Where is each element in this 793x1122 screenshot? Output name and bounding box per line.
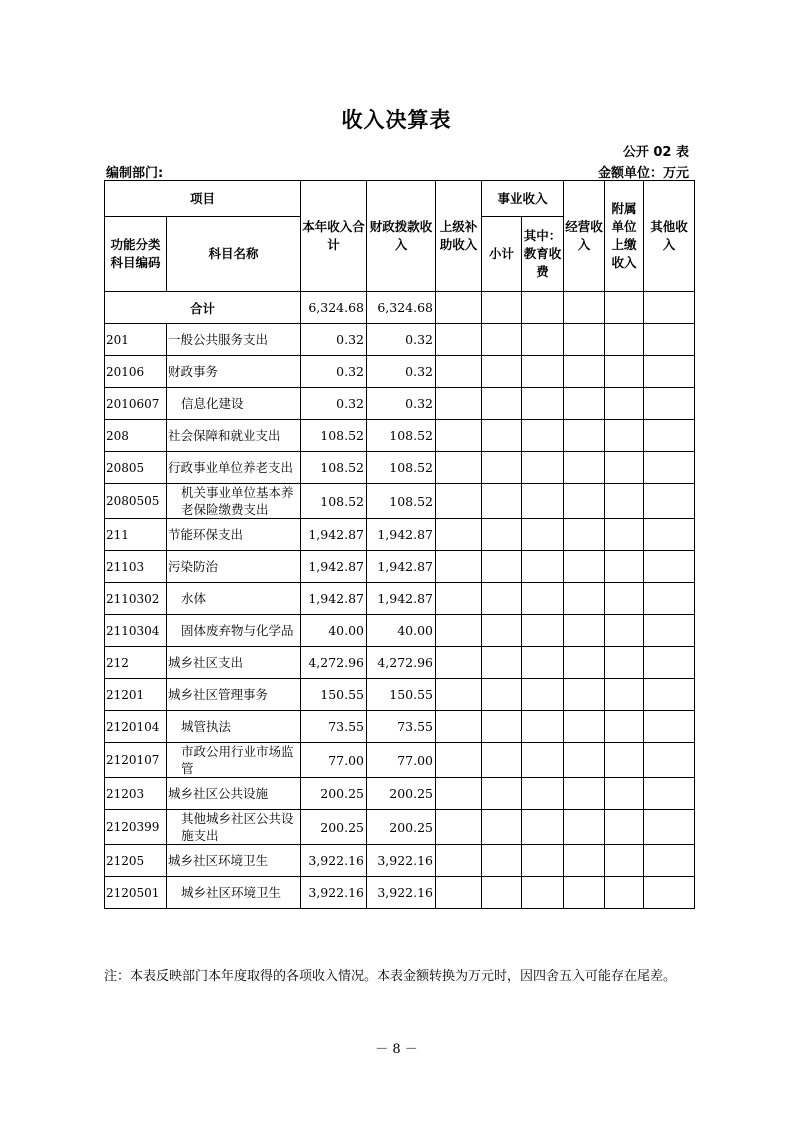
header-project: 项目 [105, 181, 301, 217]
header-affiliate: 附属单位上缴收入 [605, 181, 644, 292]
page-title: 收入决算表 [341, 108, 452, 132]
row-empty-cell [522, 551, 564, 583]
table-row [105, 845, 695, 877]
row-fiscal: 3,922.16 [367, 877, 436, 909]
row-empty-cell [482, 615, 522, 647]
row-empty-cell [482, 810, 522, 845]
row-name: 城管执法 [167, 711, 301, 743]
row-fiscal: 108.52 [367, 420, 436, 452]
row-fiscal: 200.25 [367, 778, 436, 810]
header-subject-name: 科目名称 [167, 217, 301, 292]
row-empty-cell [605, 324, 644, 356]
row-fiscal: 3,922.16 [367, 845, 436, 877]
row-empty-cell [644, 519, 695, 551]
row-empty-cell [605, 388, 644, 420]
header-fiscal: 财政拨款收入 [367, 181, 436, 292]
header-total-income: 本年收入合计 [301, 181, 367, 292]
row-empty-cell [436, 679, 482, 711]
row-empty-cell [564, 551, 605, 583]
row-fiscal: 1,942.87 [367, 583, 436, 615]
row-empty-cell [644, 743, 695, 778]
row-fiscal: 0.32 [367, 388, 436, 420]
table-row [105, 388, 695, 420]
row-empty-cell [564, 877, 605, 909]
row-fiscal: 77.00 [367, 743, 436, 778]
row-empty-cell [522, 452, 564, 484]
header-superior: 上级补助收入 [436, 181, 482, 292]
row-empty-cell [436, 388, 482, 420]
row-empty-cell [522, 810, 564, 845]
row-fiscal: 108.52 [367, 484, 436, 519]
row-empty-cell [564, 679, 605, 711]
row-empty-cell [564, 743, 605, 778]
row-total-income: 4,272.96 [301, 647, 367, 679]
table-row [105, 356, 695, 388]
row-empty-cell [522, 845, 564, 877]
row-empty-cell [605, 679, 644, 711]
table-row [105, 452, 695, 484]
row-empty-cell [482, 420, 522, 452]
row-total-income: 77.00 [301, 743, 367, 778]
row-total-income: 0.32 [301, 324, 367, 356]
row-name: 城乡社区公共设施 [167, 778, 301, 810]
table-row [105, 778, 695, 810]
row-fiscal: 4,272.96 [367, 647, 436, 679]
row-code: 211 [105, 519, 167, 551]
table-row [105, 711, 695, 743]
row-empty-cell [482, 484, 522, 519]
row-total-income: 200.25 [301, 810, 367, 845]
header-edu-fee: 其中：教育收费 [522, 217, 564, 292]
row-empty-cell [482, 583, 522, 615]
row-code: 20106 [105, 356, 167, 388]
footnote: 注：本表反映部门本年度取得的各项收入情况。本表金额转换为万元时，因四舍五入可能存在尾差。 [104, 969, 677, 984]
row-empty-cell [482, 388, 522, 420]
row-empty-cell [605, 420, 644, 452]
row-total-income: 200.25 [301, 778, 367, 810]
row-empty-cell [482, 743, 522, 778]
header-operating: 经营收入 [564, 181, 605, 292]
row-empty-cell [644, 388, 695, 420]
row-empty-cell [482, 877, 522, 909]
row-empty-cell [644, 484, 695, 519]
row-total-income: 73.55 [301, 711, 367, 743]
row-empty-cell [644, 452, 695, 484]
row-name: 社会保障和就业支出 [167, 420, 301, 452]
row-code: 2110302 [105, 583, 167, 615]
row-empty-cell [436, 452, 482, 484]
row-empty-cell [482, 679, 522, 711]
row-empty-cell [644, 324, 695, 356]
row-fiscal: 108.52 [367, 452, 436, 484]
table-row [105, 877, 695, 909]
row-empty-cell [522, 778, 564, 810]
row-empty-cell [564, 583, 605, 615]
row-empty-cell [522, 356, 564, 388]
row-empty-cell [605, 877, 644, 909]
total-label: 合计 [105, 292, 301, 324]
row-empty-cell [644, 877, 695, 909]
row-empty-cell [436, 356, 482, 388]
row-empty-cell [564, 519, 605, 551]
row-empty-cell [644, 679, 695, 711]
row-empty-cell [605, 615, 644, 647]
header-business: 事业收入 [482, 181, 564, 217]
row-fiscal: 73.55 [367, 711, 436, 743]
department-label: 编制部门: [106, 166, 164, 181]
row-fiscal: 0.32 [367, 324, 436, 356]
row-code: 20805 [105, 452, 167, 484]
table-row [105, 647, 695, 679]
row-empty-cell [436, 778, 482, 810]
row-empty-cell [522, 615, 564, 647]
row-empty-cell [605, 711, 644, 743]
row-name: 水体 [167, 583, 301, 615]
row-empty-cell [564, 845, 605, 877]
table-row [105, 810, 695, 845]
table-row [105, 324, 695, 356]
row-name: 污染防治 [167, 551, 301, 583]
row-empty-cell [564, 647, 605, 679]
row-empty-cell [482, 324, 522, 356]
row-empty-cell [605, 583, 644, 615]
row-code: 208 [105, 420, 167, 452]
row-empty-cell [605, 743, 644, 778]
row-empty-cell [482, 778, 522, 810]
row-total-income: 0.32 [301, 388, 367, 420]
row-empty-cell [605, 356, 644, 388]
row-empty-cell [564, 388, 605, 420]
table-row [105, 519, 695, 551]
row-empty-cell [644, 810, 695, 845]
row-empty-cell [482, 845, 522, 877]
row-name: 固体废弃物与化学品 [167, 615, 301, 647]
row-total-income: 108.52 [301, 452, 367, 484]
row-name: 城乡社区管理事务 [167, 679, 301, 711]
row-total-income: 108.52 [301, 484, 367, 519]
row-empty-cell [522, 420, 564, 452]
row-code: 2120104 [105, 711, 167, 743]
row-fiscal: 150.55 [367, 679, 436, 711]
row-name: 一般公共服务支出 [167, 324, 301, 356]
unit-label: 金额单位：万元 [597, 166, 689, 181]
row-name: 信息化建设 [167, 388, 301, 420]
row-empty-cell [522, 647, 564, 679]
row-name: 市政公用行业市场监管 [167, 743, 301, 778]
row-total-income: 150.55 [301, 679, 367, 711]
row-empty-cell [436, 583, 482, 615]
row-code: 2080505 [105, 484, 167, 519]
row-empty-cell [522, 583, 564, 615]
row-empty-cell [605, 810, 644, 845]
row-empty-cell [564, 711, 605, 743]
row-name: 城乡社区环境卫生 [167, 845, 301, 877]
row-empty-cell [644, 778, 695, 810]
row-empty-cell [564, 420, 605, 452]
row-empty-cell [436, 519, 482, 551]
row-empty-cell [564, 778, 605, 810]
row-fiscal: 40.00 [367, 615, 436, 647]
row-name: 节能环保支出 [167, 519, 301, 551]
row-empty-cell [605, 519, 644, 551]
row-empty-cell [644, 551, 695, 583]
row-empty-cell [482, 519, 522, 551]
row-total-income: 3,922.16 [301, 877, 367, 909]
row-empty-cell [436, 711, 482, 743]
table-row [105, 420, 695, 452]
table-row [105, 743, 695, 778]
row-empty-cell [436, 615, 482, 647]
header-func-code: 功能分类科目编码 [105, 217, 167, 292]
row-empty-cell [564, 356, 605, 388]
row-empty-cell [644, 845, 695, 877]
table-row [105, 551, 695, 583]
row-total-income: 1,942.87 [301, 519, 367, 551]
row-code: 21205 [105, 845, 167, 877]
row-name: 行政事业单位养老支出 [167, 452, 301, 484]
row-total-income: 3,922.16 [301, 845, 367, 877]
row-empty-cell [436, 647, 482, 679]
row-empty-cell [482, 551, 522, 583]
row-empty-cell [436, 845, 482, 877]
row-code: 2110304 [105, 615, 167, 647]
row-empty-cell [605, 551, 644, 583]
row-empty-cell [644, 583, 695, 615]
row-empty-cell [522, 743, 564, 778]
total-fiscal-value: 6,324.68 [367, 292, 436, 324]
row-empty-cell [564, 324, 605, 356]
row-empty-cell [522, 877, 564, 909]
row-empty-cell [644, 711, 695, 743]
row-fiscal: 1,942.87 [367, 551, 436, 583]
row-name: 其他城乡社区公共设施支出 [167, 810, 301, 845]
row-empty-cell [522, 484, 564, 519]
row-empty-cell [605, 845, 644, 877]
row-empty-cell [644, 356, 695, 388]
row-fiscal: 1,942.87 [367, 519, 436, 551]
table-number: 公开 02 表 [622, 145, 689, 160]
row-empty-cell [436, 420, 482, 452]
row-total-income: 40.00 [301, 615, 367, 647]
row-empty-cell [564, 615, 605, 647]
row-empty-cell [436, 810, 482, 845]
row-empty-cell [522, 324, 564, 356]
row-code: 201 [105, 324, 167, 356]
row-empty-cell [644, 647, 695, 679]
row-empty-cell [436, 484, 482, 519]
row-empty-cell [522, 711, 564, 743]
table-row [105, 583, 695, 615]
page-number: － 8 － [375, 1042, 418, 1057]
row-code: 212 [105, 647, 167, 679]
row-empty-cell [522, 679, 564, 711]
row-empty-cell [436, 877, 482, 909]
header-subtotal: 小计 [482, 217, 522, 292]
row-name: 机关事业单位基本养老保险缴费支出 [167, 484, 301, 519]
table-row [105, 679, 695, 711]
row-empty-cell [522, 388, 564, 420]
row-empty-cell [605, 647, 644, 679]
row-empty-cell [522, 519, 564, 551]
row-name: 财政事务 [167, 356, 301, 388]
row-total-income: 108.52 [301, 420, 367, 452]
row-empty-cell [644, 615, 695, 647]
row-empty-cell [482, 647, 522, 679]
row-empty-cell [482, 711, 522, 743]
income-table [104, 180, 695, 909]
row-empty-cell [482, 356, 522, 388]
row-code: 21203 [105, 778, 167, 810]
row-code: 2120107 [105, 743, 167, 778]
row-code: 21103 [105, 551, 167, 583]
row-empty-cell [436, 551, 482, 583]
row-empty-cell [436, 743, 482, 778]
row-fiscal: 200.25 [367, 810, 436, 845]
row-name: 城乡社区环境卫生 [167, 877, 301, 909]
row-empty-cell [482, 452, 522, 484]
row-empty-cell [605, 452, 644, 484]
row-code: 2120501 [105, 877, 167, 909]
row-empty-cell [605, 778, 644, 810]
row-empty-cell [564, 484, 605, 519]
row-fiscal: 0.32 [367, 356, 436, 388]
total-row [105, 292, 695, 324]
row-code: 21201 [105, 679, 167, 711]
row-empty-cell [564, 810, 605, 845]
row-empty-cell [564, 452, 605, 484]
row-name: 城乡社区支出 [167, 647, 301, 679]
total-income-value: 6,324.68 [301, 292, 367, 324]
row-code: 2120399 [105, 810, 167, 845]
row-total-income: 0.32 [301, 356, 367, 388]
table-row [105, 615, 695, 647]
row-empty-cell [436, 324, 482, 356]
table-row [105, 484, 695, 519]
header-other: 其他收入 [644, 181, 695, 292]
row-total-income: 1,942.87 [301, 551, 367, 583]
row-code: 2010607 [105, 388, 167, 420]
row-empty-cell [644, 420, 695, 452]
row-empty-cell [605, 484, 644, 519]
row-total-income: 1,942.87 [301, 583, 367, 615]
